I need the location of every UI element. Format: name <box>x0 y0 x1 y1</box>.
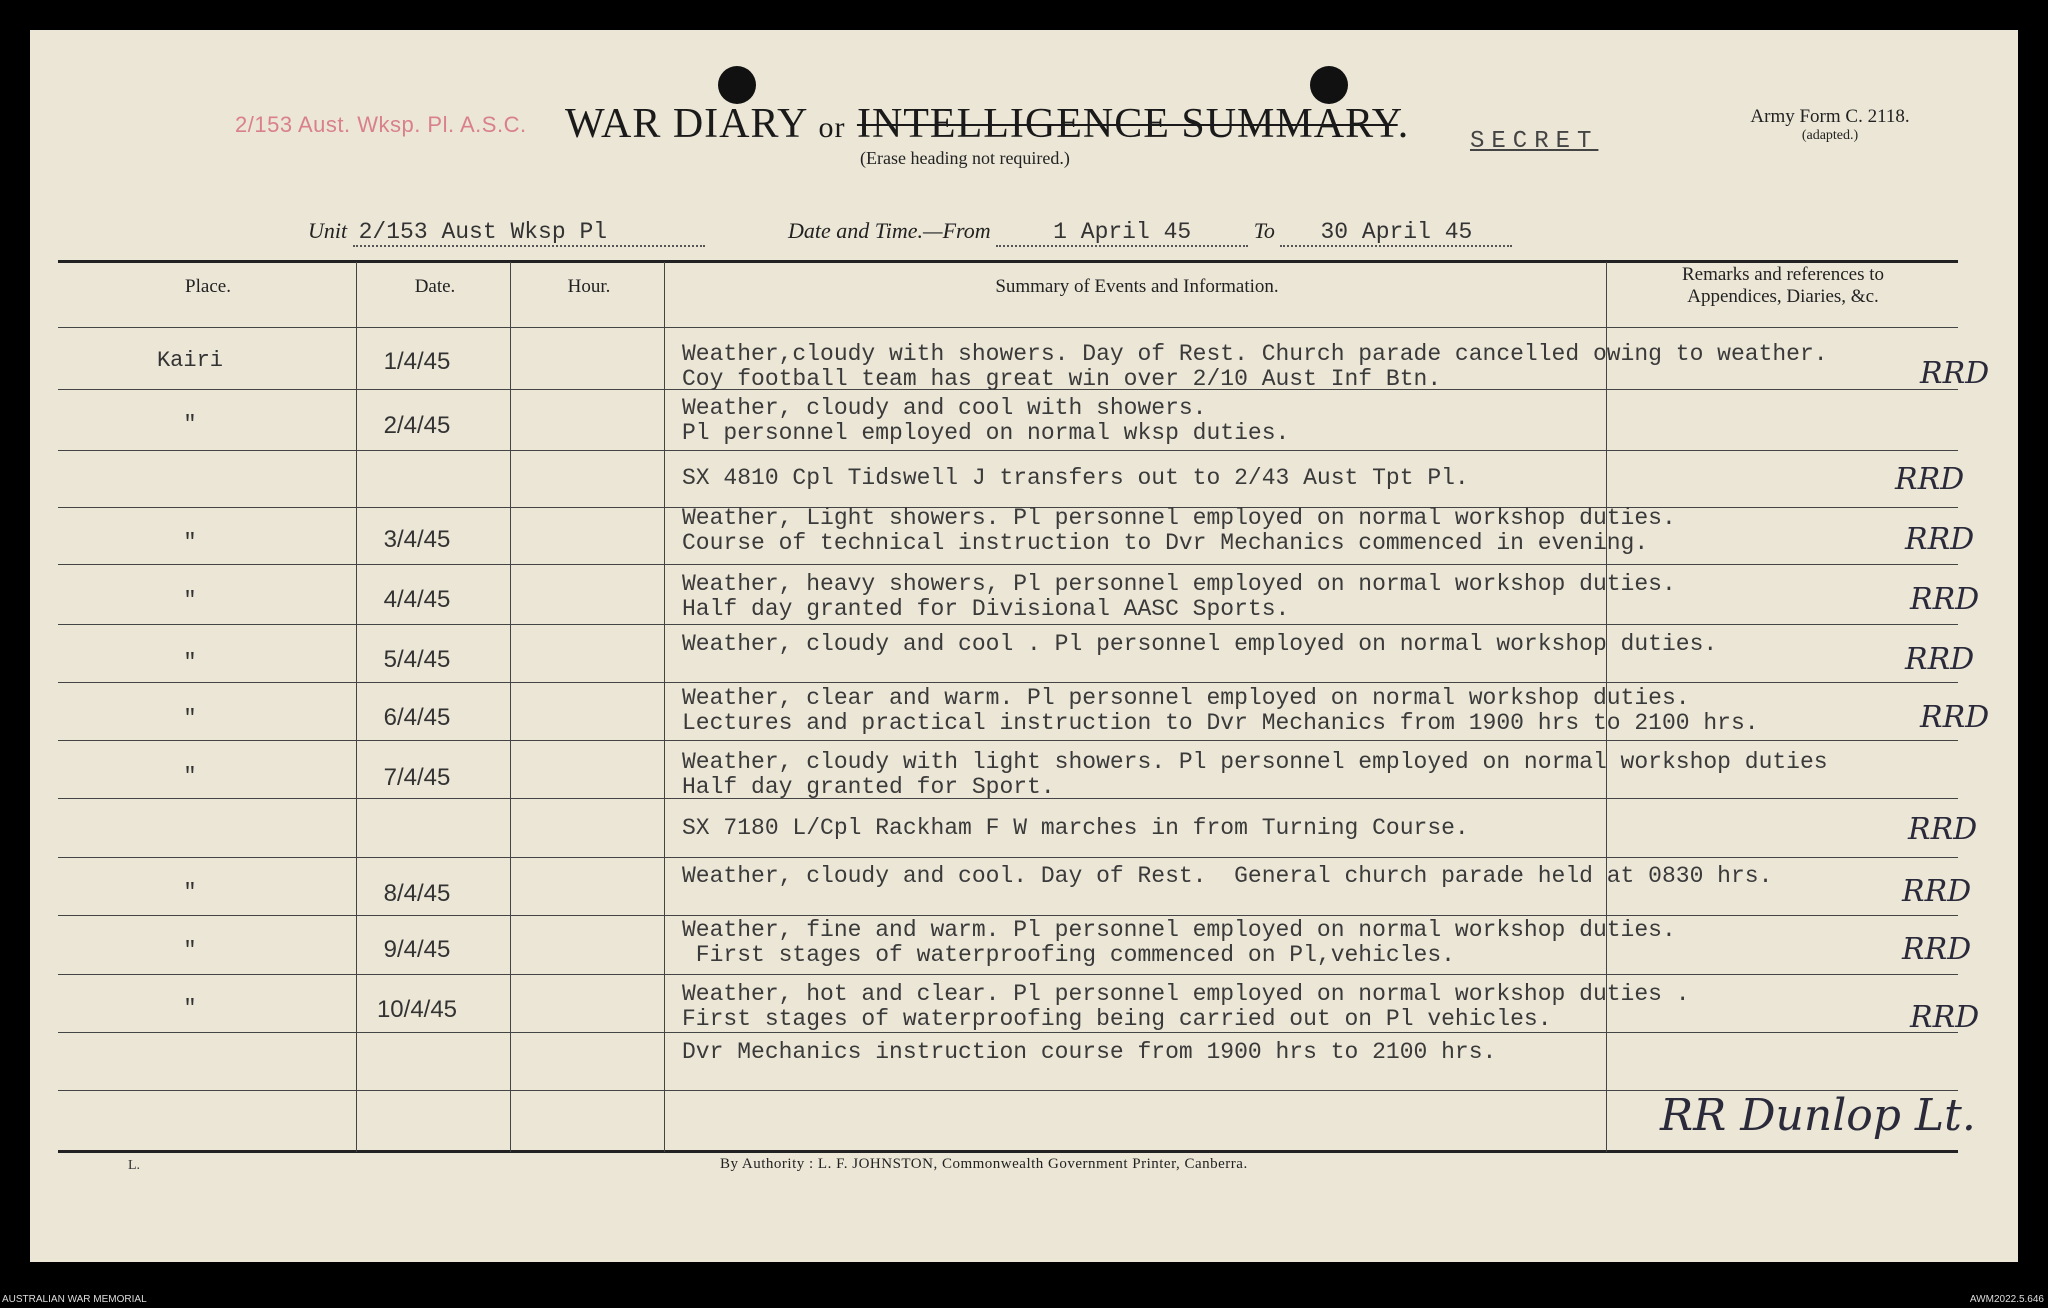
row-date: 5/4/45 <box>383 646 451 673</box>
row-summary <box>682 816 1469 841</box>
unit-value: 2/153 Aust Wksp Pl <box>358 219 608 245</box>
printer-authority: By Authority : L. F. JOHNSTON, Commonwealth Government Printer, Canberra. <box>720 1156 1248 1172</box>
row-place: " <box>183 650 197 675</box>
summary-line: Weather, clear and warm. Pl personnel employed on normal workshop duties. <box>682 685 1690 711</box>
row-summary <box>682 686 1759 736</box>
row-initials: RRD <box>1908 812 1978 847</box>
row-place: " <box>183 530 197 555</box>
form-ref-line2: (adapted.) <box>1801 128 1859 143</box>
row-summary <box>682 506 1676 556</box>
unit-label: Unit <box>308 218 348 243</box>
row-summary <box>682 396 1289 446</box>
summary-line: First stages of waterproofing commenced on Pl,vehicles. <box>682 942 1455 968</box>
title-struck: INTELLIGENCE SUMMARY <box>856 101 1398 147</box>
row-initials: RRD <box>1920 356 1990 391</box>
summary-line: Weather,cloudy with showers. Day of Rest. Church parade cancelled owing to weather. <box>682 341 1828 367</box>
title-main: WAR DIARY <box>565 101 807 147</box>
row-date: 8/4/45 <box>383 880 451 907</box>
row-place: " <box>183 996 197 1021</box>
row-initials: RRD <box>1920 700 1990 735</box>
summary-line: Weather, fine and warm. Pl personnel employed on normal workshop duties. <box>682 917 1676 943</box>
summary-line: Weather, cloudy with light showers. Pl personnel employed on normal workshop duties <box>682 749 1828 775</box>
row-date: 4/4/45 <box>383 586 451 613</box>
summary-line: Half day granted for Sport. <box>682 774 1055 800</box>
caption-right: AWM2022.5.646 <box>1969 1294 2044 1305</box>
summary-line: Dvr Mechanics instruction course from 1900 hrs to 2100 hrs. <box>682 1039 1497 1065</box>
row-initials: RRD <box>1895 462 1965 497</box>
row-date: 3/4/45 <box>383 526 451 553</box>
summary-line: Pl personnel employed on normal wksp duties. <box>682 420 1290 446</box>
row-initials: RRD <box>1905 522 1975 557</box>
summary-line: First stages of waterproofing being carried out on Pl vehicles. <box>682 1006 1552 1032</box>
row-date: 9/4/45 <box>383 936 451 963</box>
summary-line: Course of technical instruction to Dvr Mechanics commenced in evening. <box>682 530 1649 556</box>
header-hour: Hour. <box>567 276 611 297</box>
row-place: " <box>183 706 197 731</box>
summary-line: Weather, cloudy and cool with showers. <box>682 395 1207 421</box>
header-remarks-line1: Remarks and references to <box>1681 264 1885 285</box>
summary-line: SX 4810 Cpl Tidswell J transfers out to 2/43 Aust Tpt Pl. <box>682 465 1469 491</box>
row-place: " <box>183 588 197 613</box>
row-place: Kairi <box>156 348 223 373</box>
summary-line: Coy football team has great win over 2/10 Aust Inf Btn. <box>682 366 1442 392</box>
title-period: . <box>1397 101 1410 147</box>
row-place: " <box>183 880 197 905</box>
row-summary <box>682 1040 1496 1065</box>
row-summary <box>682 632 1717 657</box>
header-date: Date. <box>414 276 456 297</box>
unit-stamp: 2/153 Aust. Wksp. Pl. A.S.C. <box>235 112 527 137</box>
row-place: " <box>183 412 197 437</box>
row-summary <box>682 342 1828 392</box>
row-initials: RRD <box>1910 1000 1980 1035</box>
header-remarks <box>1608 264 1958 308</box>
header-place: Place. <box>185 276 231 297</box>
row-initials: RRD <box>1910 582 1980 617</box>
erase-note: (Erase heading not required.) <box>860 148 1070 168</box>
form-reference <box>1730 106 1930 144</box>
row-place: " <box>183 938 197 963</box>
row-initials: RRD <box>1902 932 1972 967</box>
row-initials: RRD <box>1902 874 1972 909</box>
caption-left: AUSTRALIAN WAR MEMORIAL <box>2 1294 147 1305</box>
summary-line: Weather, cloudy and cool . Pl personnel employed on normal workshop duties. <box>682 631 1718 657</box>
row-date: 10/4/45 <box>376 996 458 1023</box>
to-label: To <box>1253 218 1275 243</box>
row-place: " <box>183 764 197 789</box>
form-ref-line1: Army Form C. 2118. <box>1750 106 1910 127</box>
summary-line: Lectures and practical instruction to Dvr Mechanics from 1900 hrs to 2100 hrs. <box>682 710 1759 736</box>
footer-left: L. <box>128 1158 141 1173</box>
page-title <box>565 100 1409 148</box>
summary-line: Weather, Light showers. Pl personnel employed on normal workshop duties. <box>682 505 1676 531</box>
summary-line: Half day granted for Divisional AASC Sports. <box>682 596 1290 622</box>
officer-signature: RR Dunlop Lt. <box>1660 1090 1976 1141</box>
punch-hole <box>718 66 756 104</box>
row-summary <box>682 918 1676 968</box>
row-summary <box>682 466 1469 491</box>
summary-line: Weather, cloudy and cool. Day of Rest. General church parade held at 0830 hrs. <box>682 863 1773 889</box>
row-summary <box>682 750 1828 800</box>
header-remarks-line2: Appendices, Diaries, &c. <box>1687 286 1879 307</box>
punch-hole <box>1310 66 1348 104</box>
title-or: or <box>818 111 846 144</box>
row-date: 6/4/45 <box>383 704 451 731</box>
summary-line: Weather, hot and clear. Pl personnel employed on normal workshop duties . <box>682 981 1690 1007</box>
header-summary: Summary of Events and Information. <box>995 276 1279 297</box>
row-summary <box>682 982 1690 1032</box>
row-summary <box>682 572 1676 622</box>
date-label: Date and Time.—From <box>788 218 991 243</box>
summary-line: SX 7180 L/Cpl Rackham F W marches in from Turning Course. <box>682 815 1469 841</box>
row-summary <box>682 864 1772 889</box>
summary-line: Weather, heavy showers, Pl personnel employed on normal workshop duties. <box>682 571 1676 597</box>
classification-label: SECRET <box>1470 128 1599 155</box>
row-date: 1/4/45 <box>383 348 451 375</box>
row-date: 7/4/45 <box>383 764 451 791</box>
row-date: 2/4/45 <box>383 412 451 439</box>
from-value: 1 April 45 <box>1053 219 1192 245</box>
to-value: 30 April 45 <box>1320 219 1473 245</box>
row-initials: RRD <box>1905 642 1975 677</box>
